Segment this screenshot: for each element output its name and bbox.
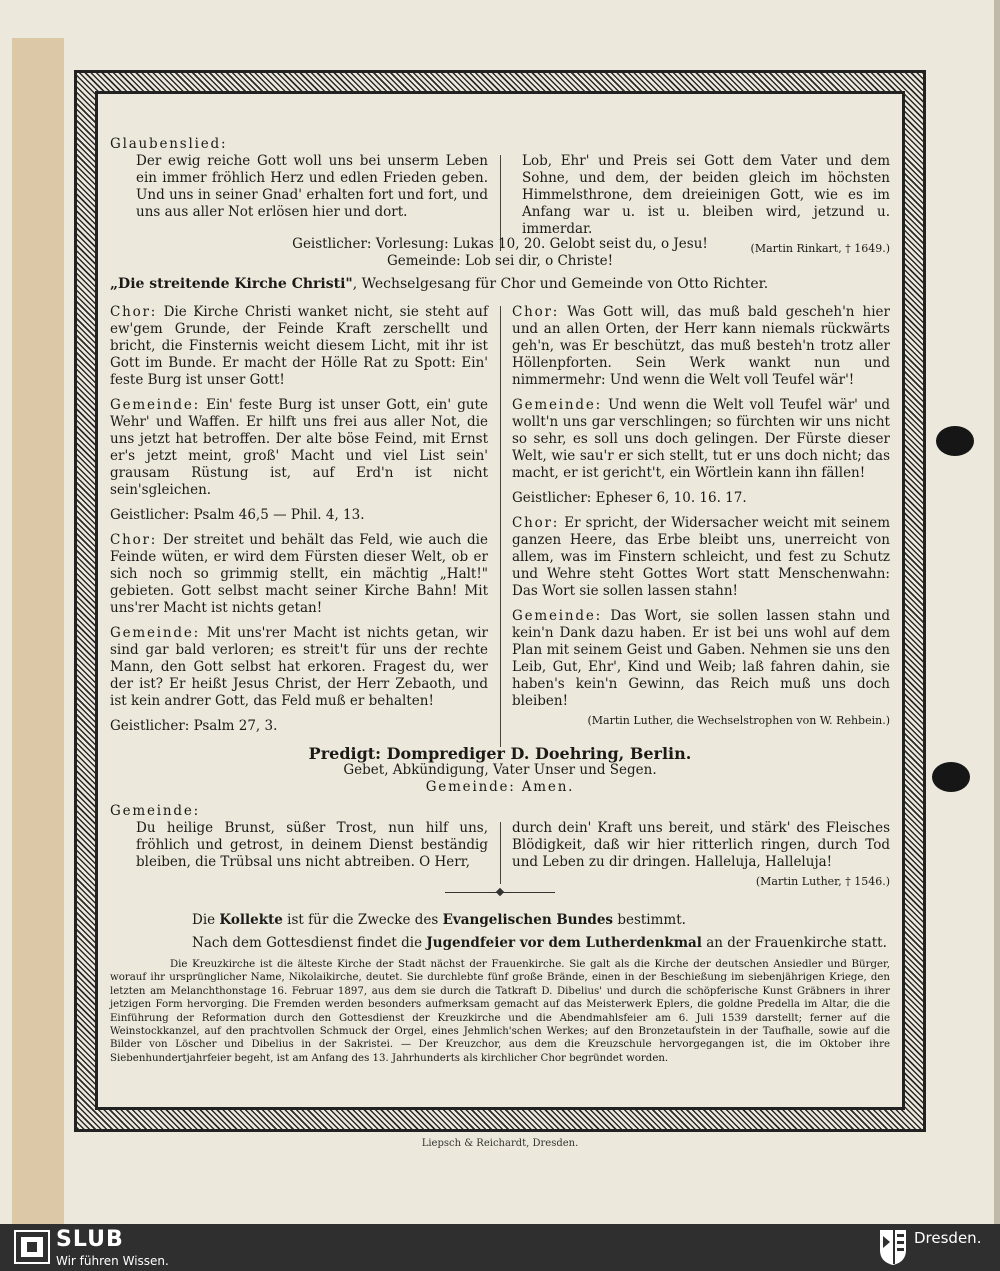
slub-logo-icon [14,1230,50,1264]
glaubenslied-left: Der ewig reiche Gott woll uns bei unserm Leben ein immer fröhlich Herz und edlen Frieden geben. Und uns in seiner Gnad' erhalten fort und fort, und uns aus aller Not erlösen hier und dort. [136,153,488,220]
wechselgesang-title: „Die streitende Kirche Christi" [110,276,353,292]
schlusslied-heading: Gemeinde: [110,803,200,819]
wechselgesang-subtitle: , Wechselgesang für Chor und Gemeinde von Otto Richter. [352,276,769,292]
printer-imprint: Liepsch & Reichardt, Dresden. [421,1138,579,1149]
right-entry-2: Gemeinde: Und wenn die Welt voll Teufel wär' und wollt'n uns gar verschlingen; so fürchten wir uns nicht so sehr, es soll uns doch gelingen. Der Fürste dieser Welt, wie sau'r er sich stellt, tut er uns doch nicht; das macht, er ist gericht't, ein Wörtlein kann ihn fällen! [512,397,890,481]
schlusslied-right: durch dein' Kraft uns bereit, und stärk' des Fleisches Blödigkeit, daß wir hier ritterlich ringen, durch Tod und Leben zu dir dringen. Halleluja, Halleluja! [512,820,890,870]
program-text [110,100,890,1100]
predigt-label: Predigt: [308,744,382,763]
column-divider [500,822,501,884]
glaubenslied-credit: (Martin Rinkart, † 1649.) [750,242,890,255]
slub-name: SLUB [56,1227,124,1252]
dresden-crest-icon [878,1228,908,1266]
left-entry-4: Chor: Der streitet und behält das Feld, wie auch die Feinde wüten, er wird dem Fürsten dieser Welt, ob er sich noch so grimmig stellt, ein mächtig „Halt!" gebieten. Gott selbst macht seiner Kirche Bahn! Mit uns'rer Macht ist nichts getan! [110,532,488,616]
right-entry-3: Geistlicher: Epheser 6, 10. 16. 17. [512,490,747,506]
page-edge [994,0,1000,1224]
schlusslied-credit: (Martin Luther, † 1546.) [755,875,890,888]
right-credit: (Martin Luther, die Wechselstrophen von W. Rehbein.) [587,714,890,727]
left-entry-1: Chor: Die Kirche Christi wanket nicht, sie steht auf ew'gem Grunde, der Feinde Kraft zerschellt und bricht, die Finsternis weicht diesem Licht, mit ihr ist Gott im Bunde. Er macht der Hölle Rat zu Spott: Ein' feste Burg ist unser Gott! [110,304,488,388]
column-divider [500,306,501,747]
kollekte-note: Die Kollekte ist für die Zwecke des Evangelischen Bundes bestimmt. [192,912,686,928]
right-entry-5: Gemeinde: Das Wort, sie sollen lassen stahn und kein'n Dank dazu haben. Er ist bei uns wohl auf dem Plan mit seinem Geist und Gaben. Nehmen sie uns den Leib, Gut, Ehr', Kind und Weib; laß fahren dahin, sie haben's kein'n Gewinn, das Reich muß uns doch bleiben! [512,608,890,709]
left-entry-6: Geistlicher: Psalm 27, 3. [110,718,278,734]
predigt-line3: Gemeinde: Amen. [425,779,575,795]
lesung-line2: Gemeinde: Lob sei dir, o Christe! [386,253,614,269]
left-entry-3: Geistlicher: Psalm 46,5 — Phil. 4, 13. [110,507,365,523]
footer-bar [0,1224,1000,1271]
church-history: Die Kreuzkirche ist die älteste Kirche der Stadt nächst der Frauenkirche. Sie galt als die Kirche der deutschen Ansiedler und Bürger, worauf ihr ursprünglicher Name, Nikolaikirche, deutet. Sie durchlebte fünf große Brände, einen in der Beschießung im siebenjährigen Kriege, den letzten am Melanchthonstage 16. Februar 1897, aus dem sie durch die Tatkraft D. Dibelius' und durch die schöpferische Kunst Gräbners in ihrer jetzigen Form hervorging. Die Fremden werden besonders aufmerksam gemacht auf das Meisterwerk Eplers, die goldne Predella im Altar, die die Einführung der Reformation durch den Gottesdienst der Kreuzkirche und die Abendmahlsfeier am 6. Juli 1539 darstellt; ferner auf die Weinstockkanzel, auf den prachtvollen Schmuck der Orgel, eines Jehmlich'schen Werkes; auf den Bronzetaufstein in der Taufhalle, sowie auf die Bilder von Löscher und Dibelius in der Sakristei. — Der Kreuzchor, aus dem die Kreuzschule hervorgegangen ist, die im Oktober ihre Siebenhundertjahrfeier begeht, ist am Anfang des 13. Jahrhunderts als kirchlicher Chor begründet worden. [110,959,890,1064]
predigt-line2: Gebet, Abkündigung, Vater Unser und Segen. [343,762,657,778]
glaubenslied-right: Lob, Ehr' und Preis sei Gott dem Vater und dem Sohne, und dem, der beiden gleich im höchsten Himmelsthrone, dem dreieinigen Gott, wie es im Anfang war u. ist u. bleiben wird, jetzund u. immerdar. [522,153,890,237]
right-entry-1: Chor: Was Gott will, das muß bald gescheh'n hier und an allen Orten, der Herr kann niemals rückwärts geh'n, was Er beschützt, das muß besteh'n trotz aller Höllenpforten. Sein Werk wankt nun und nimmermehr: Und wenn die Welt voll Teufel wär'! [512,304,890,388]
left-entry-2: Gemeinde: Ein' feste Burg ist unser Gott, ein' gute Wehr' und Waffen. Er hilft uns frei aus aller Not, die uns jetzt hat betroffen. Der alte böse Feind, mit Ernst er's jetzt meint, groß' Macht und viel List sein' grausam Rüstung ist, auf Erd'n ist nicht sein'sgleichen. [110,397,488,498]
punch-hole [936,426,974,456]
left-entry-5: Gemeinde: Mit uns'rer Macht ist nichts getan, wir sind gar bald verloren; es streit't für uns der rechte Mann, den Gott selbst hat erkoren. Fragest du, wer der ist? Er heißt Jesus Christ, der Herr Zebaoth, und ist kein andrer Gott, das Feld muß er behalten! [110,625,489,709]
punch-hole [932,762,970,792]
dresden-name: Dresden. [914,1229,982,1247]
predigt-text: Domprediger D. Doehring, Berlin. [381,744,692,763]
paper-strip [12,38,64,1224]
glaubenslied-heading: Glaubenslied: [110,136,228,152]
schlusslied-left: Du heilige Brunst, süßer Trost, nun hilf uns, fröhlich und getrost, in deinem Dienst beständig bleiben, die Trübsal uns nicht abtreiben. O Herr, [136,820,488,870]
slub-tagline: Wir führen Wissen. [56,1254,169,1268]
right-entry-4: Chor: Er spricht, der Widersacher weicht mit seinem ganzen Heere, das Erbe bleibt uns, unerreicht von allem, was im Finstern schleicht, und fest zu Schutz und Wehre steht Gottes Wort statt Menschenwahn: Das Wort sie sollen lassen stahn! [512,515,890,599]
lesung-line1: Geistlicher: Vorlesung: Lukas 10, 20. Gelobt seist du, o Jesu! [292,236,708,252]
jugendfeier-note: Nach dem Gottesdienst findet die Jugendfeier vor dem Lutherdenkmal an der Frauenkirche statt. [192,935,887,951]
ornament-rule [445,892,555,893]
